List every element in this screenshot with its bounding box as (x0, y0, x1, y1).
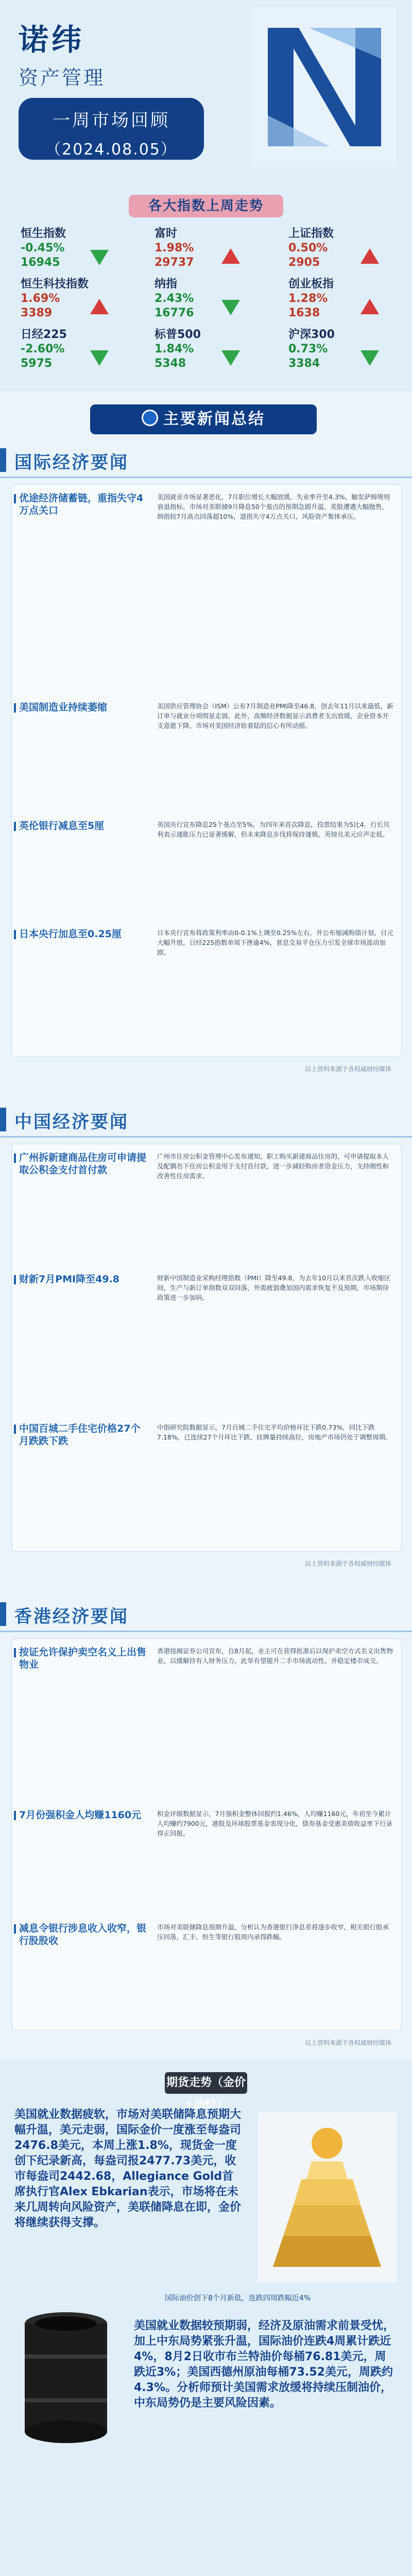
news-item: 广州拆新建商品住房可申请提取公积金支付首付款 广州市住房公积金管理中心发布通知，职工购买新建商品住房的，可申请提取本人及配偶名下住房公积金用于支付首付款，进一步减轻购房者资金压力，支持刚性和改善性住房需求。 (19, 1152, 389, 1180)
down-arrow-icon (221, 300, 240, 315)
index-chinext: 创业板指 1.28% 1638 (288, 278, 334, 319)
hk-section (0, 1602, 412, 2050)
cn-section (0, 1108, 412, 1577)
down-arrow-icon (90, 350, 109, 366)
summary-banner: 主要新闻总结 (90, 404, 317, 434)
section-marker (0, 1602, 6, 1626)
source-note: 以上资料来源于各权威财经媒体 (304, 1065, 391, 1073)
hk-card (11, 1638, 402, 2031)
oil-summary: 美国就业数据较预期弱，经济及原油需求前景受忧，加上中东局势紧张升温，国际油价连跌4周累计跌近4%，8月2日收市布兰特油价每桶76.81美元，周跌近3%；美国西德州原油每桶73.52美元，周跌约4.3%。分析师预计美国需求放缓将持续压制油价，中东局势仍是主要风险因素。 (134, 2319, 395, 2410)
index-sse: 上证指数 0.50% 2905 (288, 227, 334, 269)
index-hstech: 恒生科技指数 1.69% 3389 (21, 278, 89, 319)
source-note: 以上资料来源于各权威财经媒体 (304, 1560, 391, 1567)
news-item: 优途经济储蓄链，重指失守4万点关口 美国就业市场显著恶化，7月职位增长大幅放缓，失业率升至4.3%，触发萨姆规则衰退指标。市场对美联储9月降息50个基点的预期急剧升温，美股遭遇大幅抛售，纳指较7月高点回落超10%，道指失守4万点关口，风险资产集体承压。 (19, 493, 390, 520)
header (0, 0, 412, 185)
intl-section (0, 448, 412, 1082)
news-item: 中国百城二手住宅价格27个月跌跌下跌 中指研究院数据显示，7月百城二手住宅平均价格环比下跌0.73%，同比下跌7.18%，已连续27个月环比下跌，挂牌量持续高位，房地产市场仍处于调整周期。 (19, 1423, 392, 1447)
news-item: 英伦银行减息至5厘 英国央行宣布降息25个基点至5%，为四年来首次降息，投票结果为5比4。行长贝利表示通胀压力已显著缓解，但未来降息步伐将保持谨慎，英镑兑美元应声走低。 (19, 820, 390, 838)
news-item: 日本央行加息至0.25厘 日本央行宣布将政策利率由0-0.1%上调至0.25%左右，并公布缩减购债计划，日元大幅升值，日经225指数单周下挫逾4%，套息交易平仓压力引发全球市场波动加剧。 (19, 928, 393, 956)
intl-title: 国际经济要闻 (14, 452, 129, 473)
news-item: 减息令银行涉息收入收窄，银行股股收 市场对美联储降息预期升温，分析认为香港银行净息差将逐步收窄，相关银行股承压回落，汇丰、恒生等银行股周内录得跌幅。 (19, 1923, 389, 1946)
index-nasdaq: 纳指 2.43% 16776 (154, 278, 194, 319)
up-arrow-icon (360, 299, 379, 314)
gold-bars-icon (258, 2112, 397, 2282)
section-marker (0, 448, 6, 472)
gold-summary: 美国就业数据疲软，市场对美联储降息预期大幅升温，美元走弱，国际金价一度涨至每盎司2476.8美元，本周上涨1.8%，现货金一度创下纪录新高，每盎司报2477.73美元，收市每盎司2442.68，Allegiance Gold首席执行官Alex Ebkarian表示，市场将在未来几周转向风险资产，美联储降息在即，金价将继续获得支撑。 (14, 2108, 242, 2229)
report-date: （2024.08.05） (45, 141, 177, 159)
index-csi300: 沪深300 0.73% 3384 (288, 328, 335, 370)
brand-subtitle: 资产管理 (19, 66, 106, 89)
index-sp500: 标普500 1.84% 5348 (154, 328, 201, 370)
up-arrow-icon (360, 248, 379, 264)
news-item: 美国制造业持续萎缩 美国供应管理协会（ISM）公布7月制造业PMI降至46.8，创去年11月以来最低，新订单与就业分项明显走弱。此外，高频经济数据显示消费者支出放缓，企业资本开支意愿下降，市场对美国经济软着陆的信心有所动摇。 (19, 702, 393, 730)
down-arrow-icon (221, 350, 240, 366)
down-arrow-icon (90, 250, 109, 265)
commodities-panel (0, 2061, 412, 2576)
down-arrow-icon (360, 350, 379, 366)
source-note: 以上资料来源于各权威财经媒体 (304, 2039, 391, 2046)
news-item: 财新7月PMI降至49.8 财新中国制造业采购经理指数（PMI）降至49.8，为去年10月以来首次跌入收缩区间，生产与新订单指数双双回落，外需疲弱叠加国内需求恢复不及预期，市场期待政策进一步加码。 (19, 1274, 391, 1301)
up-arrow-icon (221, 248, 240, 264)
news-item: 按证允许保护卖空名义上出售物业 香港按揭证券公司宣布，自8月起，业主可在获得批准后以保护卖空方式名义出售物业，以缓解持有人财务压力，此举有望提升二手市场流动性，并稳定楼市成交。 (19, 1647, 393, 1670)
cn-card (11, 1144, 402, 1552)
intl-card (11, 484, 402, 1057)
news-item: 7月份强积金人均赚1160元 积金评级数据显示，7月强积金整体回报约1.46%，人均赚1160元，年初至今累计人均赚约7900元，港股及环球股票基金表现分化，债券基金受惠美债收益率下行录得正回报。 (19, 1809, 392, 1837)
section-marker (0, 1108, 6, 1131)
bullet-icon (142, 410, 158, 426)
oil-barrel-icon (14, 2308, 117, 2447)
index-hsi: 恒生指数 -0.45% 16945 (21, 227, 66, 269)
indices-title: 各大指数上周走势 (129, 195, 283, 217)
company-logo-icon (252, 7, 397, 167)
commodities-title: 期货走势（金价+油价） (165, 2072, 247, 2094)
report-banner (19, 98, 204, 160)
up-arrow-icon (90, 299, 109, 314)
oil-caption: 国际油价创下8个月新低，连跌四周跌幅近4% (165, 2294, 311, 2302)
indices-panel (0, 185, 412, 392)
hk-title: 香港经济要闻 (14, 1606, 129, 1627)
index-ftse: 富时 1.98% 29737 (154, 227, 194, 269)
report-title: 一周市场回顾 (53, 110, 170, 131)
index-nikkei: 日经225 -2.60% 5975 (21, 328, 67, 370)
cn-title: 中国经济要闻 (14, 1112, 129, 1132)
brand-title: 诺纬 (19, 22, 85, 57)
